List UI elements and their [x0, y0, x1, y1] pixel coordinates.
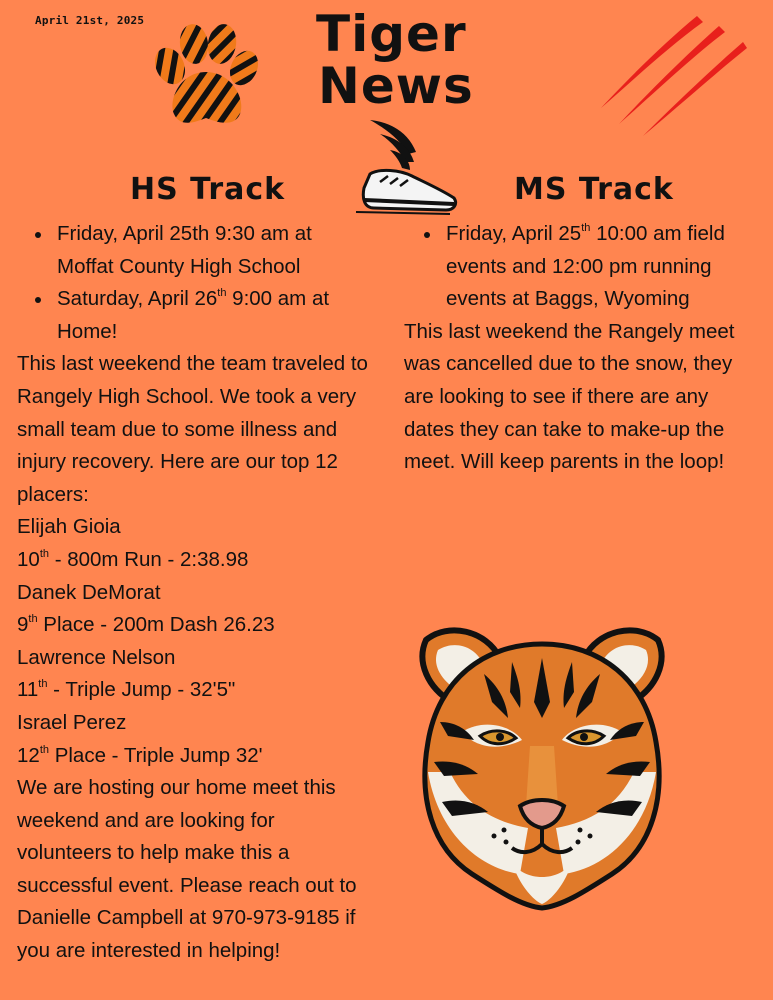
result-detail: 10th - 800m Run - 2:38.98	[17, 547, 249, 571]
winged-shoe-icon	[350, 112, 462, 222]
result-athlete-name: Israel Perez	[17, 710, 127, 734]
result-detail: 12th Place - Triple Jump 32'	[17, 743, 263, 767]
paw-print-icon	[150, 22, 262, 130]
ms-body-paragraph: This last weekend the Rangely meet was cancelled due to the snow, they are looking to see if there are any dates they can take to make-up the meet. Will keep parents in the loop!	[404, 319, 735, 474]
result-detail: 11th - Triple Jump - 32'5"	[17, 678, 236, 702]
claw-marks-icon	[595, 12, 750, 140]
hs-event-list	[17, 218, 372, 348]
ms-track-column	[404, 218, 764, 479]
date-stamp: April 21st, 2025	[35, 14, 145, 27]
hs-intro-paragraph: This last weekend the team traveled to Rangely High School. We took a very small team due to some illness and injury recovery. Here are our top 12 placers:	[17, 352, 368, 506]
result-athlete-name: Elijah Gioia	[17, 515, 121, 539]
title-line-1: Tiger	[316, 5, 467, 63]
result-athlete-name: Lawrence Nelson	[17, 645, 176, 669]
hs-event-item: Friday, April 25th 9:30 am at Moffat County High School	[57, 218, 372, 283]
result-detail: 9th Place - 200m Dash 26.23	[17, 613, 275, 637]
hs-track-heading: HS Track	[130, 172, 286, 207]
ms-event-list	[404, 218, 764, 316]
title-line-2: News	[318, 57, 474, 115]
hs-event-item: Saturday, April 26th 9:00 am at Home!	[57, 283, 372, 348]
hs-closing-paragraph: We are hosting our home meet this weekend and are looking for volunteers to help make this a successful event. Please reach out to Danielle Campbell at 970-973-9185 if you are interested in helping!	[17, 776, 357, 963]
hs-track-column	[17, 218, 372, 968]
ms-event-item: Friday, April 25th 10:00 am field events and 12:00 pm running events at Baggs, Wyoming	[446, 218, 764, 316]
result-athlete-name: Danek DeMorat	[17, 580, 161, 604]
newsletter-title	[316, 5, 474, 115]
ms-track-heading: MS Track	[514, 172, 674, 207]
tiger-face-icon	[408, 622, 676, 912]
